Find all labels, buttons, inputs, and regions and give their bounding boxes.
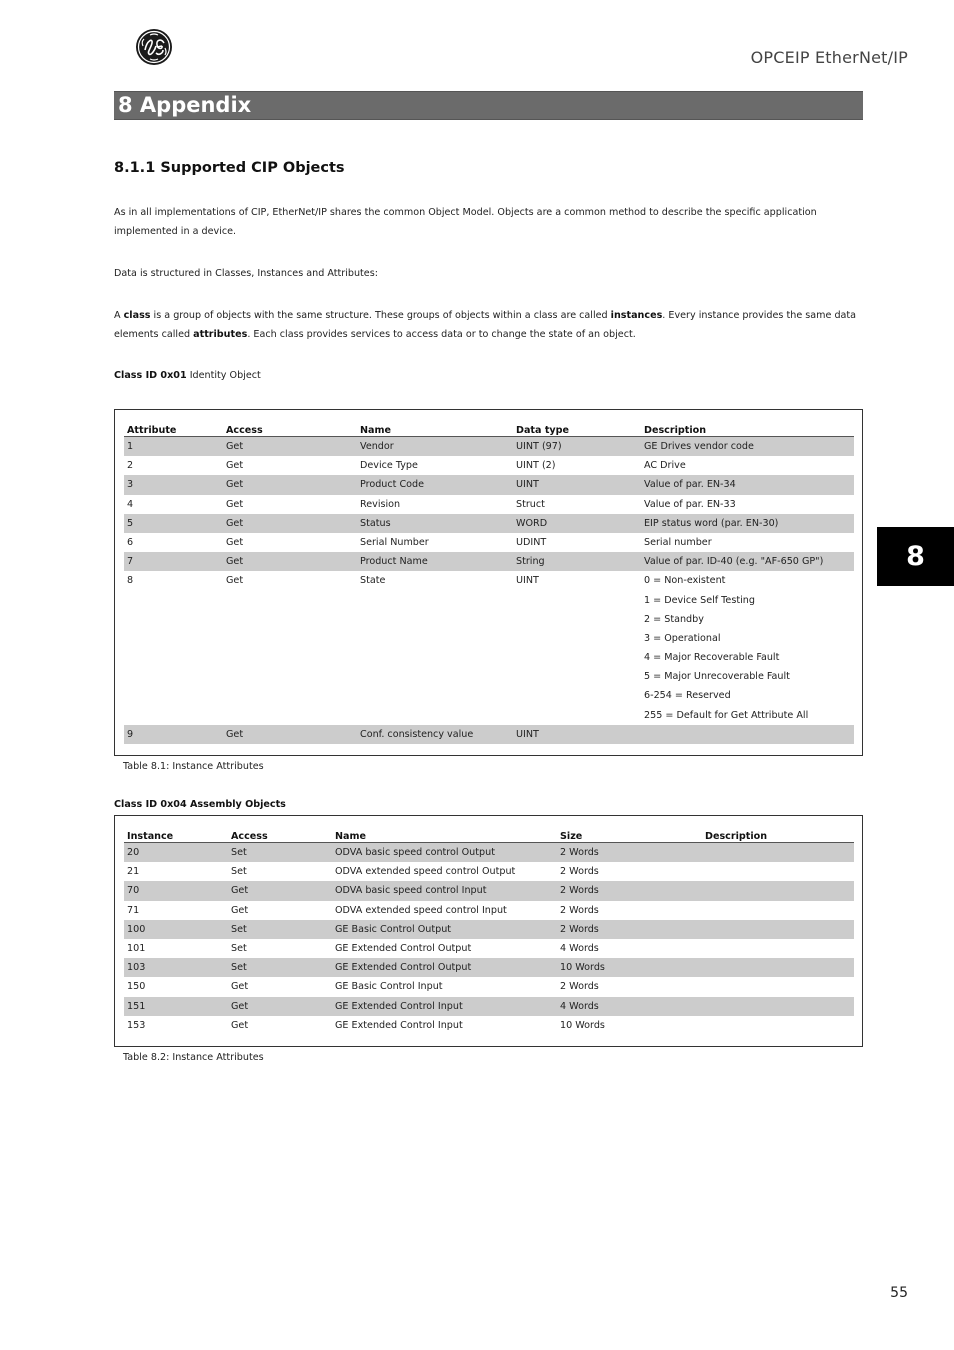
table-header-row	[124, 824, 854, 843]
cell	[702, 843, 854, 863]
cell	[641, 725, 854, 744]
table-row	[124, 939, 854, 958]
state-list-cell	[641, 571, 854, 725]
cell: 100	[124, 920, 228, 939]
cell: UINT	[513, 725, 641, 744]
class-definition-paragraph	[114, 306, 866, 344]
state-item: 0 = Non-existent	[644, 575, 726, 587]
cell: 101	[127, 943, 146, 955]
cell: GE Drives vendor code	[641, 437, 854, 457]
cell	[702, 862, 854, 881]
cell: ODVA extended speed control Input	[335, 904, 507, 916]
cell: ODVA basic speed control Output	[332, 843, 557, 863]
cell: Value of par. EN-34	[641, 475, 854, 494]
cell: 151	[124, 997, 228, 1016]
state-item: 5 = Major Unrecoverable Fault	[644, 671, 790, 683]
cell	[702, 881, 854, 900]
cell: 20	[124, 843, 228, 863]
identity-object-table	[124, 418, 854, 744]
header-cell: Name	[332, 824, 557, 843]
table-row	[124, 977, 854, 996]
cell: Serial Number	[360, 537, 429, 549]
table-row	[124, 552, 854, 571]
cell: ODVA basic speed control Input	[332, 881, 557, 900]
table-row	[124, 920, 854, 939]
cell: 4 Words	[560, 943, 599, 955]
table-row	[124, 533, 854, 552]
table-row	[124, 997, 854, 1016]
page-number: 55	[890, 1285, 908, 1301]
cell: Get	[226, 498, 244, 510]
cell: UDINT	[516, 537, 547, 549]
cell: Get	[231, 1019, 249, 1031]
cell: 70	[124, 881, 228, 900]
p3-text-c: . Every instance provides the same data elements called	[114, 310, 857, 340]
header-cell: Attribute	[124, 418, 223, 437]
cell: Get	[226, 537, 244, 549]
cell: 2 Words	[557, 843, 702, 863]
cell: 103	[124, 958, 228, 977]
cell: 7	[124, 552, 223, 571]
p3-text-b: is a group of objects with the same structure. These groups of objects within a class are called	[150, 310, 611, 321]
assembly-objects-table	[124, 824, 854, 1035]
class-id-identity	[114, 370, 261, 381]
cell: Value of par. ID-40 (e.g. "AF-650 GP")	[641, 552, 854, 571]
cell: 4	[127, 498, 134, 510]
table-row	[124, 456, 854, 475]
cell: 5	[124, 514, 223, 533]
table-row	[124, 901, 854, 920]
cell: 1	[124, 437, 223, 457]
cell: 2	[127, 460, 134, 472]
cell: Product Code	[357, 475, 513, 494]
table-row	[124, 881, 854, 900]
cell: 10 Words	[560, 1019, 605, 1031]
cell: GE Extended Control Input	[335, 1019, 463, 1031]
term-instances: instances	[610, 310, 663, 321]
cell: Conf. consistency value	[357, 725, 513, 744]
class-id-label: Class ID 0x01	[114, 370, 187, 381]
cell: Value of par. EN-33	[644, 498, 736, 510]
cell: UINT (2)	[516, 460, 556, 472]
cell: GE Extended Control Output	[335, 943, 472, 955]
cell: ODVA extended speed control Output	[335, 866, 516, 878]
class-name: Identity Object	[186, 370, 261, 381]
ge-monogram-icon	[135, 28, 173, 66]
cell: 2 Words	[560, 981, 599, 993]
state-list	[644, 571, 854, 725]
data-structure-paragraph: Data is structured in Classes, Instances and Attributes:	[114, 268, 378, 279]
cell: 4 Words	[557, 997, 702, 1016]
table-caption: Table 8.1: Instance Attributes	[123, 761, 264, 772]
cell: State	[360, 575, 386, 587]
state-item: 1 = Device Self Testing	[644, 594, 755, 606]
cell: Get	[231, 904, 249, 916]
cell: UINT (97)	[513, 437, 641, 457]
cell	[702, 920, 854, 939]
cell: 153	[127, 1019, 146, 1031]
cell: Get	[223, 437, 357, 457]
state-item: 6-254 = Reserved	[644, 690, 731, 702]
table-header-row	[124, 418, 854, 437]
cell: Get	[226, 460, 244, 472]
state-item: 2 = Standby	[644, 613, 704, 625]
header-cell: Access	[223, 418, 357, 437]
p3-text-a: A	[114, 310, 124, 321]
cell: Set	[231, 943, 247, 955]
identity-object-table-frame	[114, 409, 863, 756]
cell: Device Type	[360, 460, 418, 472]
cell: Get	[223, 552, 357, 571]
class-id-assembly	[114, 799, 286, 810]
cell: Get	[228, 997, 332, 1016]
cell: Set	[228, 843, 332, 863]
chapter-heading: 8 Appendix	[114, 91, 863, 120]
cell: Get	[223, 725, 357, 744]
cell: String	[513, 552, 641, 571]
header-cell: Access	[228, 824, 332, 843]
intro-paragraph: As in all implementations of CIP, EtherNet/IP shares the common Object Model. Objects are a common method to describe the specific application implemented in a device.	[114, 207, 817, 237]
document-title: OPCEIP EtherNet/IP	[750, 48, 908, 67]
cell: UINT	[513, 475, 641, 494]
ge-logo	[135, 28, 173, 66]
cell: 6	[127, 537, 134, 549]
cell: Status	[357, 514, 513, 533]
cell: WORD	[513, 514, 641, 533]
p3-text-d: . Each class provides services to access data or to change the state of an object.	[247, 329, 636, 340]
cell: Set	[231, 866, 247, 878]
cell: 8	[127, 575, 134, 587]
cell: Get	[231, 981, 249, 993]
cell: 71	[127, 904, 140, 916]
cell: 21	[127, 866, 140, 878]
header-cell: Description	[702, 824, 854, 843]
cell: 2 Words	[560, 904, 599, 916]
cell: Struct	[516, 498, 545, 510]
cell: Get	[226, 575, 244, 587]
cell	[702, 939, 854, 958]
table-row	[124, 495, 854, 514]
cell: GE Basic Control Input	[335, 981, 443, 993]
cell: Get	[223, 514, 357, 533]
header-cell: Name	[357, 418, 513, 437]
cell: Serial number	[644, 537, 712, 549]
table-row	[124, 862, 854, 881]
cell: AC Drive	[644, 460, 686, 472]
cell: 2 Words	[560, 866, 599, 878]
cell: 2 Words	[557, 920, 702, 939]
table-row	[124, 571, 854, 725]
table-row	[124, 843, 854, 863]
table-row	[124, 437, 854, 457]
cell: Get	[223, 475, 357, 494]
assembly-objects-table-frame	[114, 815, 863, 1047]
cell: 9	[124, 725, 223, 744]
cell	[702, 977, 854, 996]
chapter-side-tab: 8	[877, 527, 954, 586]
header-cell: Size	[557, 824, 702, 843]
table-caption: Table 8.2: Instance Attributes	[123, 1052, 264, 1063]
cell: 150	[127, 981, 146, 993]
cell	[702, 997, 854, 1016]
state-item: 4 = Major Recoverable Fault	[644, 652, 780, 664]
header-cell: Data type	[513, 418, 641, 437]
cell	[702, 958, 854, 977]
state-item: 3 = Operational	[644, 632, 721, 644]
header-cell: Instance	[124, 824, 228, 843]
table-row	[124, 475, 854, 494]
term-class: class	[123, 310, 151, 321]
cell: Revision	[360, 498, 401, 510]
cell: GE Basic Control Output	[332, 920, 557, 939]
table-row	[124, 725, 854, 744]
cell: Set	[228, 920, 332, 939]
cell: 3	[124, 475, 223, 494]
cell: Vendor	[357, 437, 513, 457]
table-row	[124, 514, 854, 533]
header-cell: Description	[641, 418, 854, 437]
cell	[702, 1016, 854, 1035]
cell: GE Extended Control Input	[332, 997, 557, 1016]
cell: Set	[228, 958, 332, 977]
table-row	[124, 958, 854, 977]
section-heading: 8.1.1 Supported CIP Objects	[114, 160, 345, 176]
cell	[702, 901, 854, 920]
state-item: 255 = Default for Get Attribute All	[644, 709, 809, 721]
table-row	[124, 1016, 854, 1035]
cell: Product Name	[357, 552, 513, 571]
cell: Get	[228, 881, 332, 900]
cell: UINT	[516, 575, 539, 587]
term-attributes: attributes	[193, 329, 248, 340]
cell: EIP status word (par. EN-30)	[641, 514, 854, 533]
cell: 10 Words	[557, 958, 702, 977]
cell: 2 Words	[557, 881, 702, 900]
cell: GE Extended Control Output	[332, 958, 557, 977]
class-id-label: Class ID 0x04 Assembly Objects	[114, 799, 286, 810]
